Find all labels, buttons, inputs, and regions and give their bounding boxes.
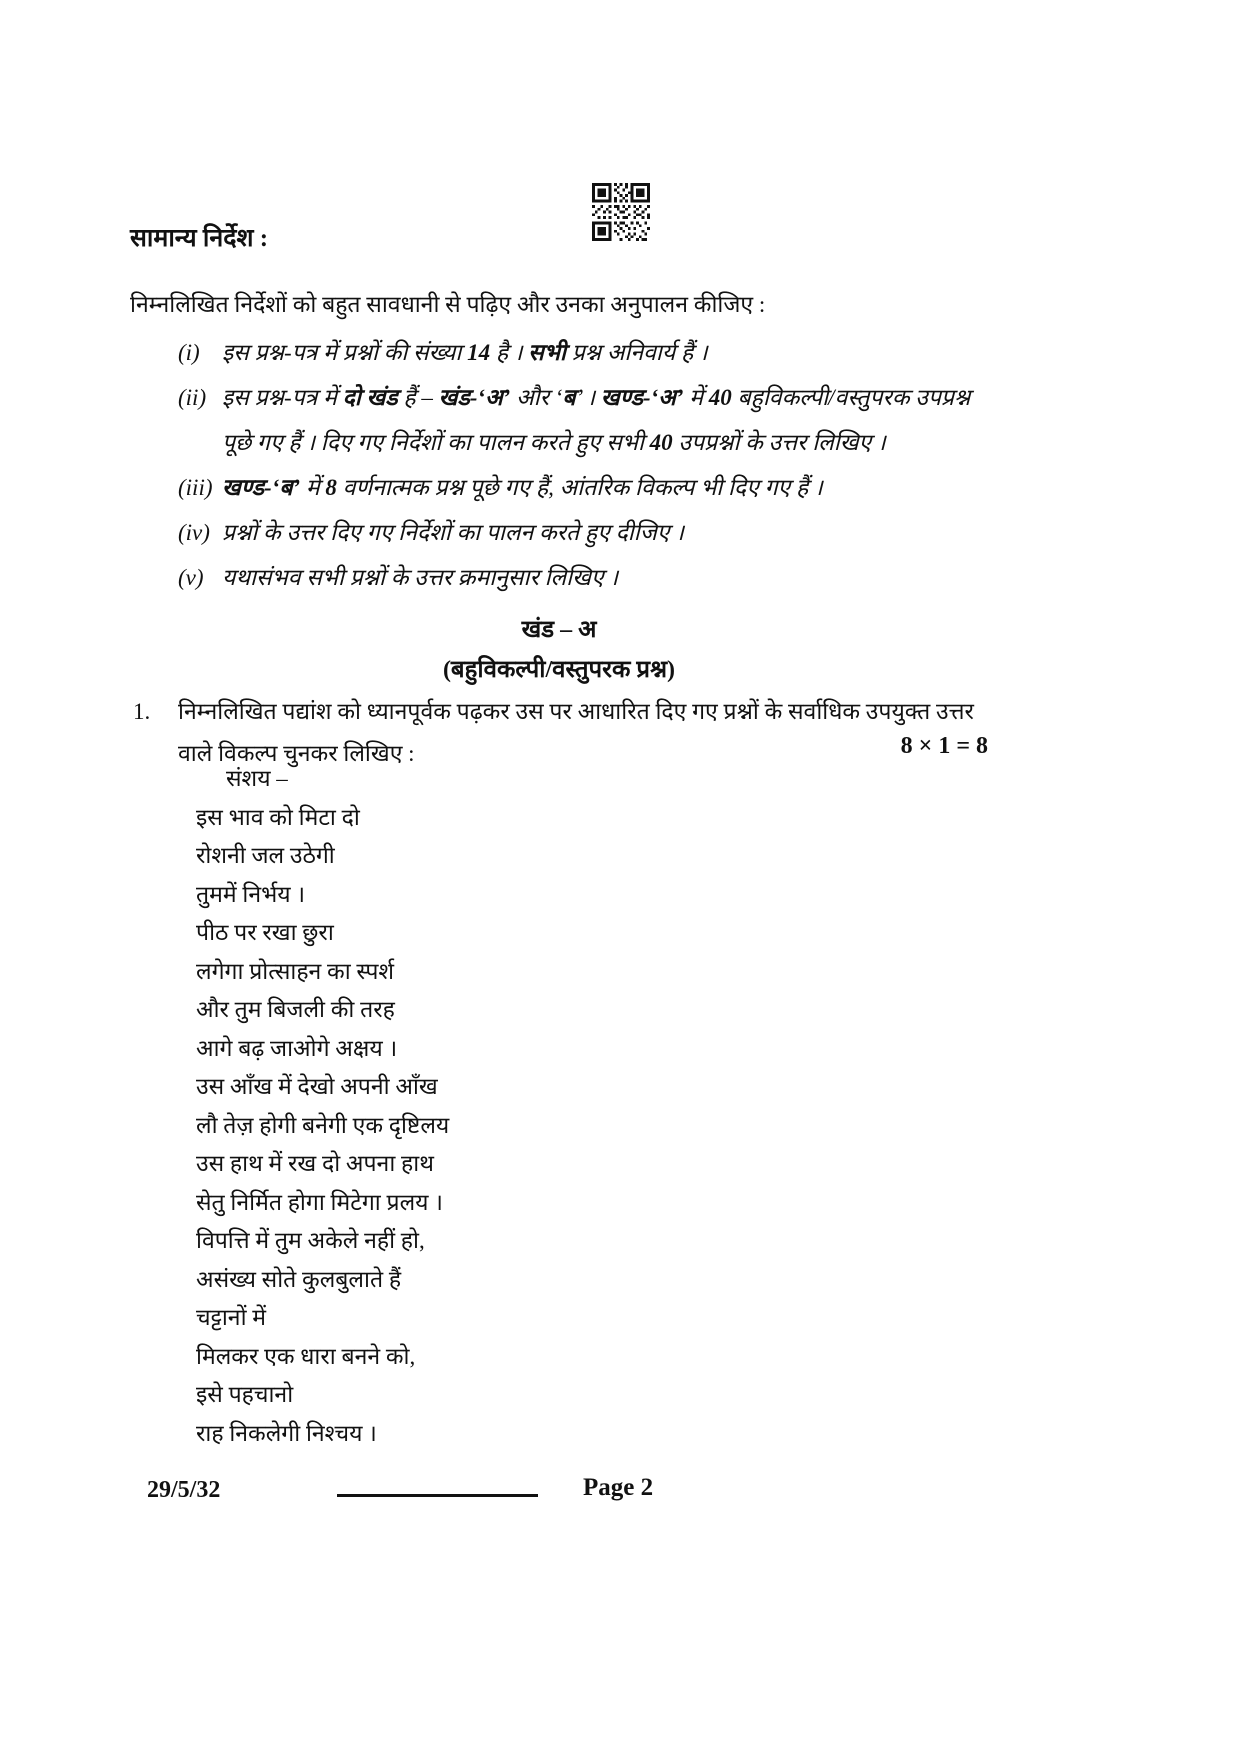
instructions-intro: निम्नलिखित निर्देशों को बहुत सावधानी से पढ़िए और उनका अनुपालन कीजिए :: [130, 292, 766, 317]
section-a-subtitle: (बहुविकल्पी/वस्तुपरक प्रश्न): [442, 657, 676, 683]
instruction-text: खण्ड-‘ब’ में 8 वर्णनात्मक प्रश्न पूछे गए हैं, आंतरिक विकल्प भी दिए गए हैं ।: [222, 475, 823, 500]
poem-line: चट्टानों में: [196, 1305, 267, 1330]
poem-line: उस आँख में देखो अपनी आँख: [196, 1074, 438, 1099]
question-number: 1.: [133, 699, 151, 724]
instruction-text: इस प्रश्न-पत्र में प्रश्नों की संख्या 14 है । सभी प्रश्न अनिवार्य हैं ।: [222, 340, 708, 365]
instruction-item-iii: [178, 465, 990, 510]
poem-line: संशय –: [226, 766, 288, 791]
poem-line: विपत्ति में तुम अकेले नहीं हो,: [196, 1228, 425, 1253]
poem-line: और तुम बिजली की तरह: [196, 997, 395, 1022]
poem-passage: [196, 760, 449, 1453]
instructions-list: [178, 330, 990, 600]
question-text: निम्नलिखित पद्यांश को ध्यानपूर्वक पढ़कर उस पर आधारित दिए गए प्रश्नों के सर्वाधिक उपयुक्त उत्तर वाले विकल्प चुनकर लिखिए :: [178, 699, 974, 766]
poem-line: पीठ पर रखा छुरा: [196, 920, 334, 945]
poem-line: इसे पहचानो: [196, 1382, 294, 1407]
instruction-text: प्रश्नों के उत्तर दिए गए निर्देशों का पालन करते हुए दीजिए ।: [222, 520, 684, 545]
instruction-item-iv: [178, 510, 990, 555]
poem-line: इस भाव को मिटा दो: [196, 804, 360, 830]
paper-code: 29/5/32: [147, 1477, 221, 1503]
question-marks: 8 × 1 = 8: [900, 733, 988, 759]
poem-line: तुममें निर्भय ।: [196, 881, 306, 907]
instruction-item-v: [178, 555, 990, 600]
instruction-marker: (iv): [178, 520, 210, 545]
instruction-text: यथासंभव सभी प्रश्नों के उत्तर क्रमानुसार लिखिए ।: [222, 565, 619, 590]
instruction-item-ii: [178, 375, 990, 465]
poem-line: मिलकर एक धारा बनने को,: [196, 1343, 416, 1369]
section-a-title: खंड – अ: [521, 617, 597, 643]
instruction-marker: (iii): [178, 475, 213, 500]
poem-line: उस हाथ में रख दो अपना हाथ: [196, 1151, 434, 1176]
poem-line: लगेगा प्रोत्साहन का स्पर्श: [196, 958, 395, 984]
instruction-item-i: [178, 330, 990, 375]
instruction-text: इस प्रश्न-पत्र में दो खंड हैं – खंड-‘अ’ और ‘ब’ । खण्ड-‘अ’ में 40 बहुविकल्पी/वस्तुपरक उपप्रश्न पूछे गए हैं । दिए गए निर्देशों का पालन करते हुए सभी 40 उपप्रश्नों के उत्तर लिखिए ।: [222, 385, 971, 455]
instruction-marker: (i): [178, 340, 200, 365]
instruction-marker: (ii): [178, 385, 207, 410]
poem-line: सेतु निर्मित होगा मिटेगा प्रलय ।: [196, 1189, 443, 1215]
poem-line: राह निकलेगी निश्चय ।: [196, 1420, 377, 1446]
footer-divider: [337, 1494, 538, 1497]
page-number: Page 2: [583, 1474, 654, 1501]
poem-line: असंख्य सोते कुलबुलाते हैं: [196, 1266, 402, 1292]
poem-line: आगे बढ़ जाओगे अक्षय ।: [196, 1035, 398, 1061]
instruction-marker: (v): [178, 565, 204, 590]
poem-line: लौ तेज़ होगी बनेगी एक दृष्टिलय: [196, 1112, 450, 1138]
general-instructions-title: सामान्य निर्देश :: [130, 225, 269, 252]
poem-line: रोशनी जल उठेगी: [196, 843, 335, 868]
qr-code-icon: [592, 183, 650, 241]
